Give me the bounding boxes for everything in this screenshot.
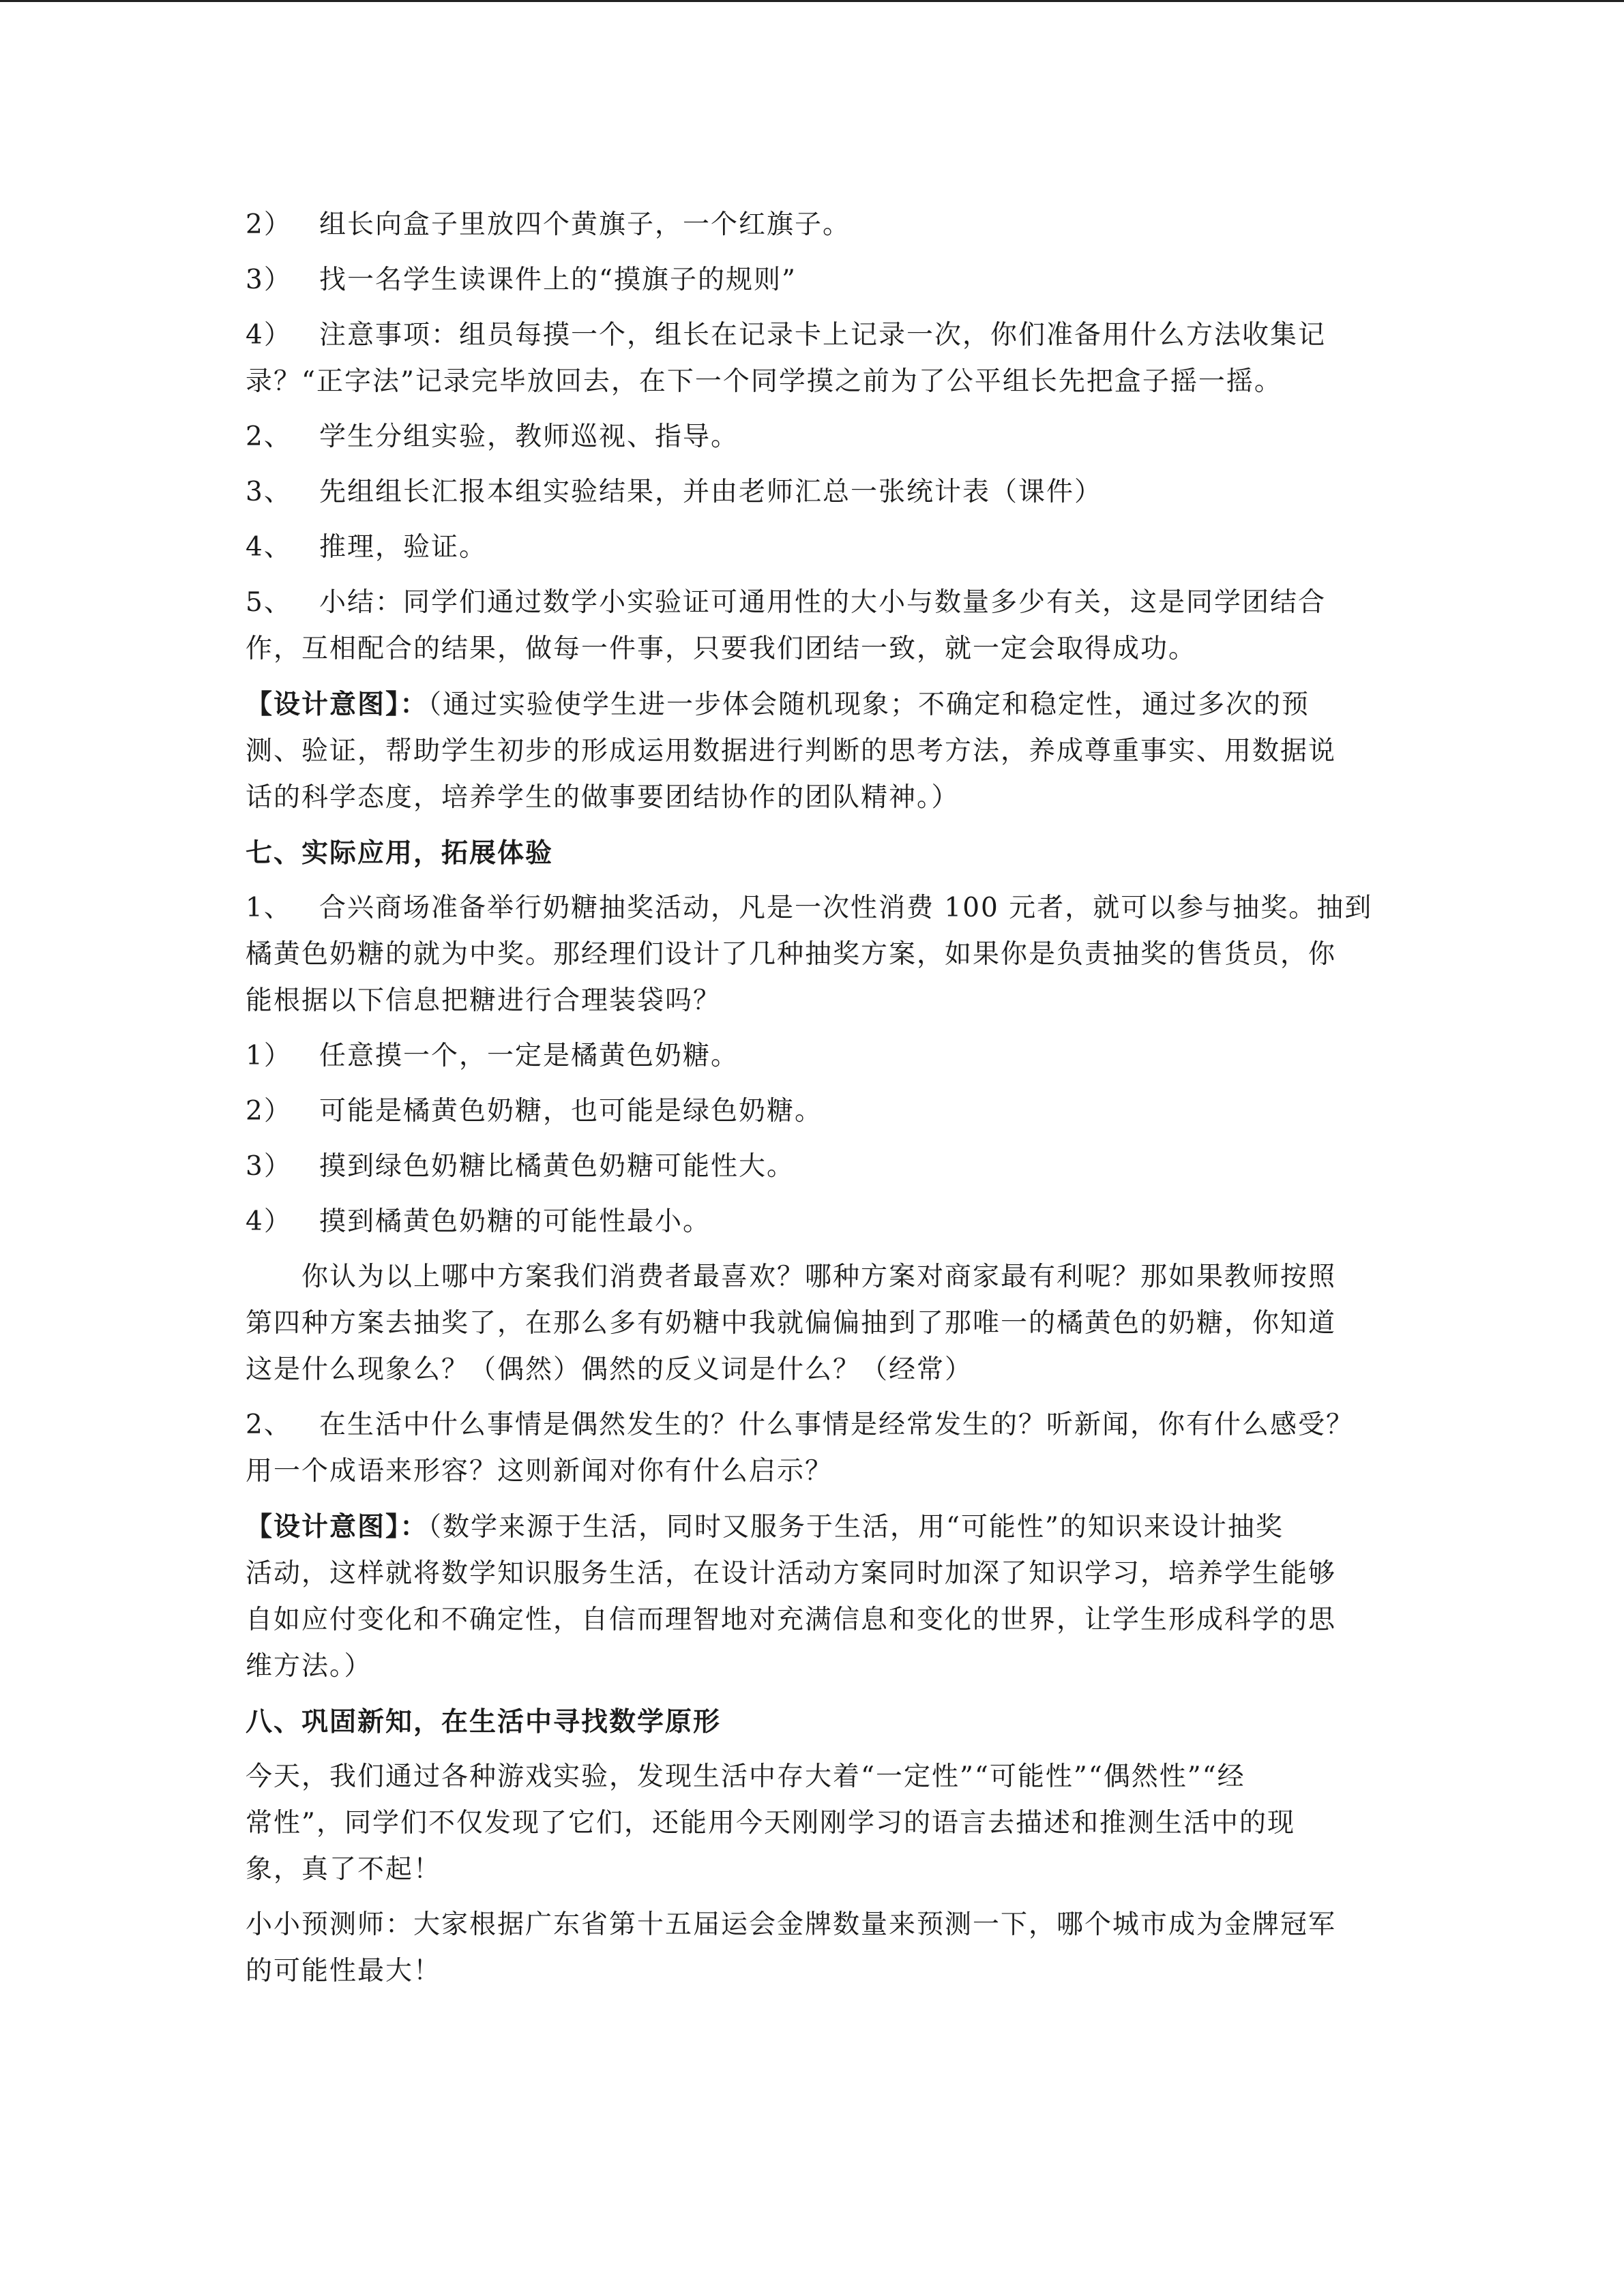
design-intent-line: 【设计意图】：（通过实验使学生进一步体会随机现象；不确定和稳定性，通过多次的预 — [246, 689, 1310, 720]
design-intent-line: 【设计意图】：（数学来源于生活，同时又服务于生活，用“可能性”的知识来设计抽奖 — [246, 1511, 1284, 1542]
design-intent-label: 【设计意图】： — [246, 689, 428, 720]
text-line: 作，互相配合的结果，做每一件事，只要我们团结一致，就一定会取得成功。 — [246, 633, 1197, 664]
text-line: 第四种方案去抽奖了，在那么多有奶糖中我就偏偏抽到了那唯一的橘黄色的奶糖，你知道 — [246, 1308, 1337, 1339]
top-border-line — [0, 0, 1624, 2]
text-line: 橘黄色奶糖的就为中奖。那经理们设计了几种抽奖方案，如果你是负责抽奖的售货员，你 — [246, 939, 1337, 970]
text-line: 用一个成语来形容？这则新闻对你有什么启示？ — [246, 1456, 833, 1487]
text-line: 这是什么现象么？（偶然）偶然的反义词是什么？（经常） — [246, 1354, 973, 1385]
list-item: 1） 任意摸一个，一定是橘黄色奶糖。 — [246, 1041, 739, 1071]
text-line: 你认为以上哪中方案我们消费者最喜欢？哪种方案对商家最有利呢？那如果教师按照 — [301, 1262, 1337, 1292]
text-line: 维方法。） — [246, 1651, 372, 1682]
text-line: 自如应付变化和不确定性，自信而理智地对充满信息和变化的世界，让学生形成科学的思 — [246, 1605, 1337, 1635]
list-item: 4） 摸到橘黄色奶糖的可能性最小。 — [246, 1206, 711, 1237]
text-line: 的可能性最大！ — [246, 1956, 442, 1986]
text-line: 小小预测师：大家根据广东省第十五届运会金牌数量来预测一下，哪个城市成为金牌冠军 — [246, 1909, 1337, 1940]
list-item: 5、 小结：同学们通过数学小实验证可通用性的大小与数量多少有关，这是同学团结合 — [246, 587, 1327, 618]
text-line: 测、验证，帮助学生初步的形成运用数据进行判断的思考方法，养成尊重事实、用数据说 — [246, 736, 1337, 766]
section-heading: 七、实际应用，拓展体验 — [246, 837, 554, 869]
document-body — [246, 202, 1378, 1995]
section-heading: 八、巩固新知，在生活中寻找数学原形 — [246, 1706, 722, 1738]
list-item: 2、 在生活中什么事情是偶然发生的？什么事情是经常发生的？听新闻，你有什么感受？ — [246, 1410, 1355, 1440]
list-item: 4） 注意事项：组员每摸一个，组长在记录卡上记录一次，你们准备用什么方法收集记 — [246, 320, 1327, 351]
text-line: 象，真了不起！ — [246, 1854, 442, 1885]
design-intent-label: 【设计意图】： — [246, 1511, 428, 1542]
text-line: 活动，这样就将数学知识服务生活，在设计活动方案同时加深了知识学习，培养学生能够 — [246, 1558, 1337, 1589]
list-item: 3） 摸到绿色奶糖比橘黄色奶糖可能性大。 — [246, 1151, 795, 1182]
text-line: 能根据以下信息把糖进行合理装袋吗？ — [246, 985, 722, 1016]
text-line: 常性”，同学们不仅发现了它们，还能用今天刚刚学习的语言去描述和推测生活中的现 — [246, 1808, 1295, 1838]
text-line: 今天，我们通过各种游戏实验，发现生活中存大着“一定性”“可能性”“偶然性”“经 — [246, 1761, 1245, 1792]
text-line: 话的科学态度，培养学生的做事要团结协作的团队精神。） — [246, 782, 960, 813]
list-item: 3） 找一名学生读课件上的“摸旗子的规则” — [246, 265, 797, 295]
list-item: 2） 组长向盒子里放四个黄旗子，一个红旗子。 — [246, 209, 851, 240]
list-item: 2、 学生分组实验，教师巡视、指导。 — [246, 421, 739, 452]
text-line: 录？“正字法”记录完毕放回去，在下一个同学摸之前为了公平组长先把盒子摇一摇。 — [246, 366, 1282, 397]
list-item: 1、 合兴商场准备举行奶糖抽奖活动，凡是一次性消费 100 元者，就可以参与抽奖。抽到 — [246, 893, 1373, 923]
list-item: 2） 可能是橘黄色奶糖，也可能是绿色奶糖。 — [246, 1096, 823, 1127]
list-item: 3、 先组组长汇报本组实验结果，并由老师汇总一张统计表（课件） — [246, 477, 1103, 507]
list-item: 4、 推理，验证。 — [246, 532, 488, 563]
